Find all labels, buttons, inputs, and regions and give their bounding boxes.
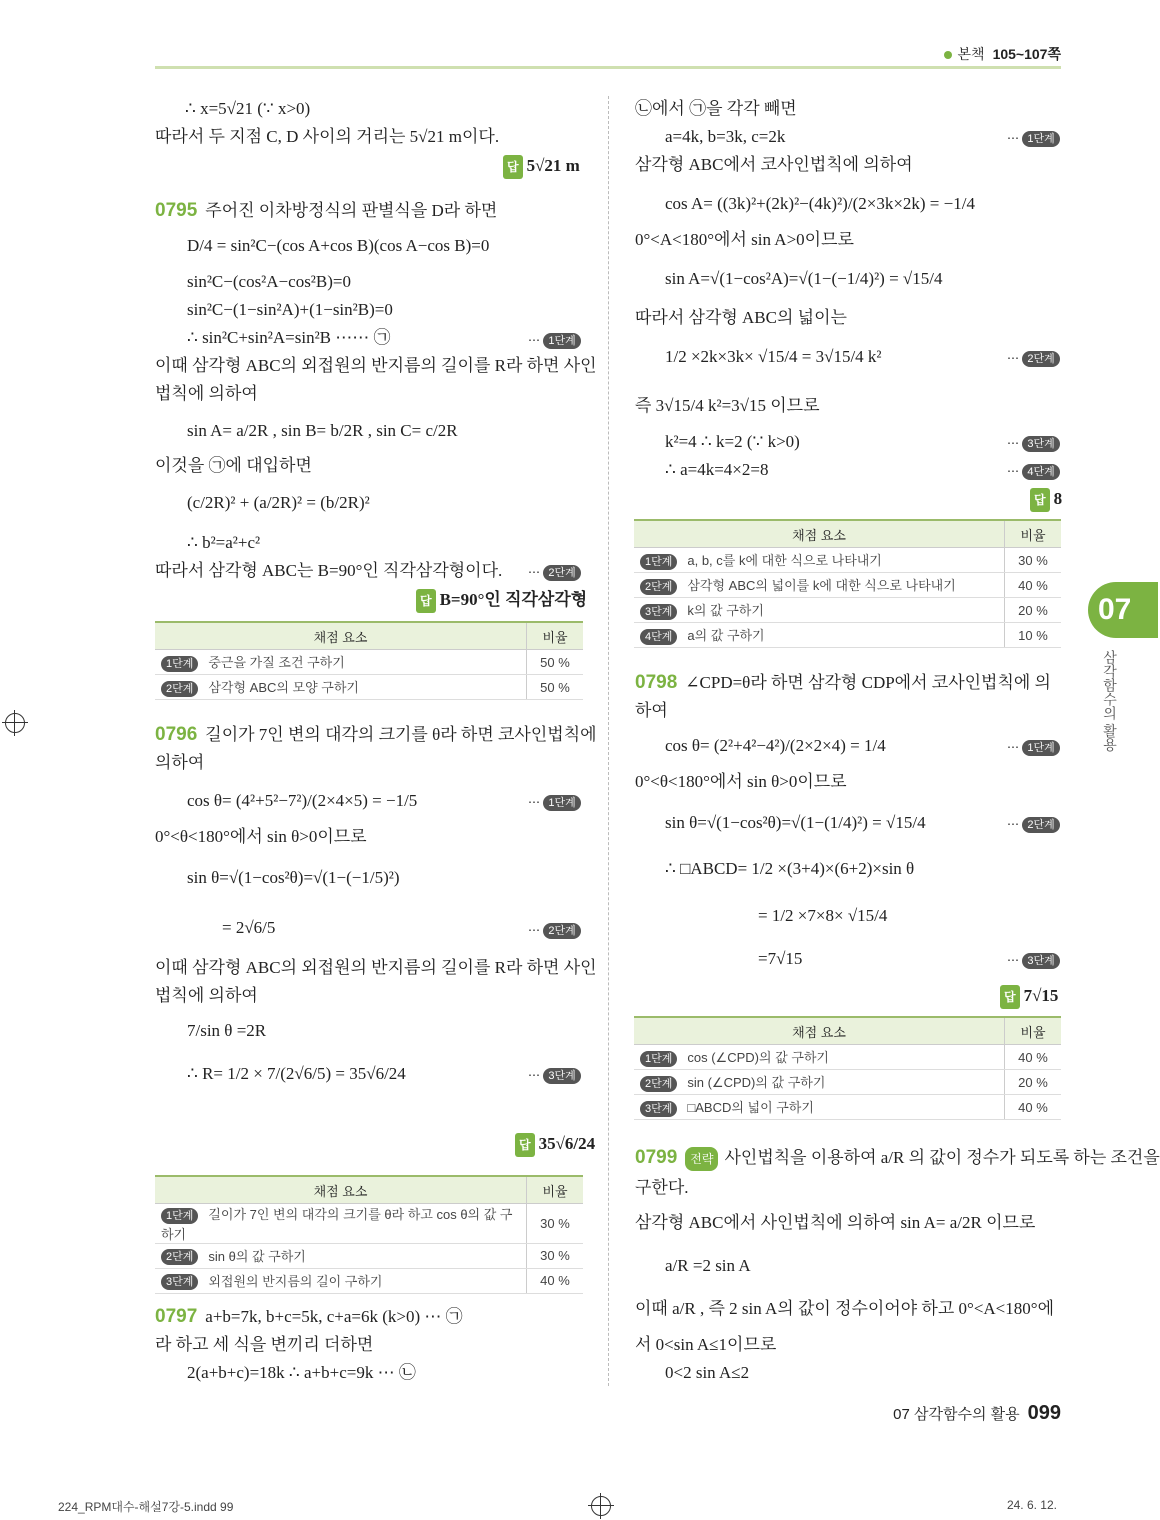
header-criteria: 채점 요소	[155, 622, 527, 650]
strategy-badge: 전략	[685, 1147, 718, 1171]
step-badge: 2단계	[543, 565, 580, 581]
step-dots: ⋯	[1007, 740, 1023, 754]
solution-line: ∴ x=5√21 (∵ x>0)	[185, 99, 311, 118]
step-marker	[1007, 347, 1060, 369]
criteria-text: cos (∠CPD)의 값 구하기	[687, 1050, 829, 1066]
solution-line: 하여	[635, 701, 668, 720]
solution-line: = 1/2 ×7×8× √15/4	[758, 906, 888, 925]
answer-badge: 답	[1000, 985, 1020, 1009]
solution-line: a/R =2 sin A	[665, 1256, 751, 1275]
table-header-row	[634, 520, 1061, 548]
table-row	[155, 1268, 583, 1293]
solution-line: 서 0<sin A≤1이므로	[635, 1335, 777, 1354]
row-criteria	[155, 1268, 527, 1293]
step-badge: 3단계	[543, 1068, 580, 1084]
step-dots: ⋯	[1007, 953, 1023, 967]
step-dots: ⋯	[528, 333, 544, 347]
solution-line: 즉 3√15/4 k²=3√15 이므로	[635, 396, 820, 415]
table-header-row	[155, 1176, 583, 1204]
table-row	[634, 573, 1061, 598]
step-dots: ⋯	[528, 795, 544, 809]
row-criteria	[155, 650, 527, 675]
solution-line: sin²C−(1−sin²A)+(1−sin²B)=0	[187, 300, 393, 319]
row-ratio: 30 %	[527, 1204, 584, 1244]
solution-line: sin θ=√(1−cos²θ)=√(1−(−1/5)²)	[187, 868, 400, 887]
answer-value: 5√21 m	[526, 156, 580, 175]
solution-line: sin A= a/2R , sin B= b/2R , sin C= c/2R	[187, 421, 458, 440]
solution-line: ∴ R= 1/2 × 7/(2√6/5) = 35√6/24	[187, 1064, 406, 1083]
criteria-text: a, b, c를 k에 대한 식으로 나타내기	[687, 553, 882, 569]
solution-line: 법칙에 의하여	[155, 384, 258, 403]
solution-line: (c/2R)² + (a/2R)² = (b/2R)²	[187, 493, 370, 512]
step-badge: 1단계	[161, 1208, 198, 1224]
registration-mark-icon	[591, 1496, 611, 1516]
solution-line: 2(a+b+c)=18k ∴ a+b+c=9k ⋯ ㉡	[187, 1363, 416, 1382]
chapter-tab-label: 삼각함수의 활용	[1102, 650, 1118, 752]
solution-line: 이것을 ㉠에 대입하면	[155, 456, 312, 475]
solution-line: 삼각형 ABC에서 사인법칙에 의하여 sin A= a/2R 이므로	[635, 1213, 1036, 1232]
solution-line: a=4k, b=3k, c=2k	[665, 127, 786, 146]
column-divider	[608, 96, 609, 1386]
solution-line: ㉡에서 ㉠을 각각 빼면	[635, 99, 797, 118]
answer	[1030, 488, 1062, 512]
header-rule	[155, 66, 1061, 69]
solution-line: 삼각형 ABC에서 코사인법칙에 의하여	[635, 155, 913, 174]
step-marker	[1007, 460, 1060, 482]
solution-line: 구한다.	[635, 1178, 689, 1197]
solution-line: 7/sin θ =2R	[187, 1021, 267, 1040]
step-badge: 3단계	[640, 604, 677, 620]
file-info: 224_RPM대수-해설7강-5.indd 99	[58, 1500, 234, 1514]
row-ratio: 50 %	[527, 650, 584, 675]
table-row	[634, 598, 1061, 623]
step-badge: 1단계	[161, 656, 198, 672]
answer-value: 7√15	[1023, 986, 1059, 1005]
grading-table	[634, 1016, 1061, 1120]
header-ratio: 비율	[1005, 1017, 1062, 1045]
problem-text: 사인법칙을 이용하여 a/R 의 값이 정수가 되도록 하는 조건을	[724, 1148, 1160, 1167]
step-dots: ⋯	[1007, 464, 1023, 478]
table-row	[634, 1045, 1061, 1070]
grading-table	[155, 621, 583, 700]
answer-badge: 답	[416, 589, 436, 613]
answer-badge: 답	[1030, 488, 1050, 512]
row-ratio: 40 %	[527, 1268, 584, 1293]
answer	[515, 1133, 595, 1157]
step-marker	[1007, 127, 1060, 149]
header-criteria: 채점 요소	[155, 1176, 527, 1204]
problem-number: 0795	[155, 200, 198, 221]
step-badge: 1단계	[543, 333, 580, 349]
print-date: 24. 6. 12.	[1006, 1498, 1057, 1512]
solution-line: 이때 a/R , 즉 2 sin A의 값이 정수이어야 하고 0°<A<180°에	[635, 1299, 1054, 1318]
solution-line: 0°<θ<180°에서 sin θ>0이므로	[155, 827, 367, 846]
solution-line	[155, 1306, 463, 1328]
solution-line: cos A= ((3k)²+(2k)²−(4k)²)/(2×3k×2k) = −1/4	[665, 194, 975, 213]
step-dots: ⋯	[1007, 351, 1023, 365]
solution-line: sin θ=√(1−cos²θ)=√(1−(1/4)²) = √15/4	[665, 813, 926, 832]
step-dots: ⋯	[528, 1068, 544, 1082]
criteria-text: □ABCD의 넓이 구하기	[687, 1100, 814, 1116]
solution-line: 라 하고 세 식을 변끼리 더하면	[155, 1335, 374, 1354]
step-dots: ⋯	[1007, 131, 1023, 145]
solution-line: sin²C−(cos²A−cos²B)=0	[187, 272, 351, 291]
solution-line: ∴ □ABCD= 1/2 ×(3+4)×(6+2)×sin θ	[665, 859, 915, 878]
step-marker	[528, 1064, 581, 1086]
step-marker	[528, 561, 581, 583]
step-badge: 3단계	[1022, 436, 1059, 452]
step-badge: 2단계	[640, 1076, 677, 1092]
problem-number: 0799	[635, 1147, 678, 1168]
problem-text: 주어진 이차방정식의 판별식을 D라 하면	[205, 201, 498, 220]
row-criteria	[634, 1045, 1005, 1070]
solution-line: 따라서 삼각형 ABC의 넓이는	[635, 308, 847, 327]
header-ratio: 비율	[527, 1176, 584, 1204]
step-badge: 1단계	[640, 554, 677, 570]
row-criteria	[155, 1243, 527, 1268]
solution-line: D/4 = sin²C−(cos A+cos B)(cos A−cos B)=0	[187, 236, 490, 255]
solution-line: 1/2 ×2k×3k× √15/4 = 3√15/4 k²	[665, 347, 882, 366]
row-ratio: 10 %	[1005, 623, 1062, 648]
step-badge: 2단계	[640, 579, 677, 595]
table-header-row	[155, 622, 583, 650]
answer	[1000, 985, 1058, 1009]
solution-line: ∴ b²=a²+c²	[187, 533, 261, 552]
registration-mark-icon	[5, 713, 25, 733]
step-badge: 1단계	[1022, 740, 1059, 756]
answer-badge: 답	[515, 1133, 535, 1157]
solution-line	[635, 1147, 1160, 1171]
table-row	[155, 650, 583, 675]
answer-value: 8	[1053, 489, 1063, 508]
row-criteria	[634, 573, 1005, 598]
table-row	[634, 1095, 1061, 1120]
chapter-tab: 07	[1088, 582, 1158, 638]
row-ratio: 30 %	[527, 1243, 584, 1268]
step-marker	[1007, 949, 1060, 971]
table-row	[155, 1243, 583, 1268]
step-badge: 3단계	[1022, 953, 1059, 969]
step-dots: ⋯	[528, 923, 544, 937]
table-row	[634, 1070, 1061, 1095]
table-header-row	[634, 1017, 1061, 1045]
grading-table	[634, 519, 1061, 648]
header-ratio: 비율	[1005, 520, 1062, 548]
solution-line: 따라서 삼각형 ABC는 B=90°인 직각삼각형이다.	[155, 561, 503, 580]
step-badge: 4단계	[640, 629, 677, 645]
row-criteria	[155, 675, 527, 700]
row-criteria	[634, 623, 1005, 648]
problem-number: 0796	[155, 724, 198, 745]
solution-line: 0°<θ<180°에서 sin θ>0이므로	[635, 772, 847, 791]
answer-value: 35√6/24	[538, 1134, 596, 1153]
criteria-text: sin θ의 값 구하기	[208, 1248, 306, 1264]
solution-line	[155, 200, 497, 222]
table-row	[634, 548, 1061, 573]
step-badge: 2단계	[543, 923, 580, 939]
solution-line: 법칙에 의하여	[155, 986, 258, 1005]
step-marker	[528, 919, 581, 941]
step-marker	[528, 791, 581, 813]
step-marker	[1007, 736, 1060, 758]
step-dots: ⋯	[1007, 436, 1023, 450]
step-badge: 1단계	[543, 795, 580, 811]
bullet-icon	[944, 51, 952, 59]
problem-number: 0797	[155, 1306, 198, 1327]
solution-line: = 2√6/5	[222, 918, 276, 937]
step-badge: 3단계	[640, 1101, 677, 1117]
row-criteria	[634, 598, 1005, 623]
criteria-text: 중근을 가질 조건 구하기	[208, 655, 345, 671]
row-ratio: 30 %	[1005, 548, 1062, 573]
step-badge: 4단계	[1022, 464, 1059, 480]
answer-value: B=90°인 직각삼각형	[439, 590, 588, 609]
criteria-text: 길이가 7인 변의 대각의 크기를 θ라 하고 cos θ의 값 구하기	[161, 1207, 513, 1242]
criteria-text: 삼각형 ABC의 넓이를 k에 대한 식으로 나타내기	[687, 578, 956, 594]
solution-line: 0<2 sin A≤2	[665, 1363, 750, 1382]
criteria-text: a의 값 구하기	[687, 628, 765, 644]
criteria-text: k의 값 구하기	[687, 603, 764, 619]
step-badge: 3단계	[161, 1274, 198, 1290]
solution-line: k²=4 ∴ k=2 (∵ k>0)	[665, 432, 800, 451]
solution-line: 따라서 두 지점 C, D 사이의 거리는 5√21 m이다.	[155, 127, 500, 146]
header-ratio: 비율	[527, 622, 584, 650]
header-criteria: 채점 요소	[634, 520, 1005, 548]
row-ratio: 40 %	[1005, 573, 1062, 598]
row-ratio: 40 %	[1005, 1095, 1062, 1120]
solution-line: sin A=√(1−cos²A)=√(1−(−1/4)²) = √15/4	[665, 269, 943, 288]
step-badge: 2단계	[1022, 817, 1059, 833]
grading-table	[155, 1175, 583, 1294]
step-badge: 2단계	[161, 681, 198, 697]
criteria-text: 외접원의 반지름의 길이 구하기	[208, 1273, 383, 1289]
row-criteria	[634, 1095, 1005, 1120]
answer	[416, 589, 587, 613]
step-marker	[1007, 813, 1060, 835]
row-ratio: 20 %	[1005, 1070, 1062, 1095]
row-ratio: 50 %	[527, 675, 584, 700]
header-criteria: 채점 요소	[634, 1017, 1005, 1045]
solution-line	[155, 724, 597, 746]
solution-line: 이때 삼각형 ABC의 외접원의 반지름의 길이를 R라 하면 사인	[155, 958, 597, 977]
step-dots: ⋯	[528, 565, 544, 579]
row-ratio: 40 %	[1005, 1045, 1062, 1070]
table-row	[155, 675, 583, 700]
solution-line: 의하여	[155, 753, 205, 772]
step-badge: 1단계	[1022, 131, 1059, 147]
solution-line: 0°<A<180°에서 sin A>0이므로	[635, 230, 854, 249]
solution-line: ∴ sin²C+sin²A=sin²B ⋯⋯ ㉠	[187, 328, 391, 347]
problem-number: 0798	[635, 672, 678, 693]
solution-line: cos θ= (4²+5²−7²)/(2×4×5) = −1/5	[187, 791, 418, 810]
solution-line: cos θ= (2²+4²−4²)/(2×2×4) = 1/4	[665, 736, 886, 755]
answer	[503, 155, 580, 179]
step-dots: ⋯	[1007, 817, 1023, 831]
step-badge: 2단계	[161, 1249, 198, 1265]
step-badge: 2단계	[1022, 351, 1059, 367]
problem-text: ∠CPD=θ라 하면 삼각형 CDP에서 코사인법칙에 의	[685, 673, 1051, 692]
step-marker	[1007, 432, 1060, 454]
solution-line	[635, 672, 1051, 694]
page-ref: 본책 105~107쪽	[944, 44, 1061, 64]
solution-line: ∴ a=4k=4×2=8	[665, 460, 769, 479]
solution-line: 이때 삼각형 ABC의 외접원의 반지름의 길이를 R라 하면 사인	[155, 356, 597, 375]
table-row	[634, 623, 1061, 648]
row-ratio: 20 %	[1005, 598, 1062, 623]
row-criteria	[155, 1204, 527, 1244]
row-criteria	[634, 548, 1005, 573]
step-marker	[528, 329, 581, 351]
step-badge: 1단계	[640, 1051, 677, 1067]
problem-text: 길이가 7인 변의 대각의 크기를 θ라 하면 코사인법칙에	[205, 725, 597, 744]
page-footer: 07 삼각함수의 활용 099	[893, 1402, 1061, 1424]
answer-badge: 답	[503, 155, 523, 179]
problem-text: a+b=7k, b+c=5k, c+a=6k (k>0) ⋯ ㉠	[205, 1307, 463, 1326]
table-row	[155, 1204, 583, 1244]
row-criteria	[634, 1070, 1005, 1095]
criteria-text: 삼각형 ABC의 모양 구하기	[208, 680, 359, 696]
criteria-text: sin (∠CPD)의 값 구하기	[687, 1075, 826, 1091]
solution-line: =7√15	[758, 949, 803, 968]
